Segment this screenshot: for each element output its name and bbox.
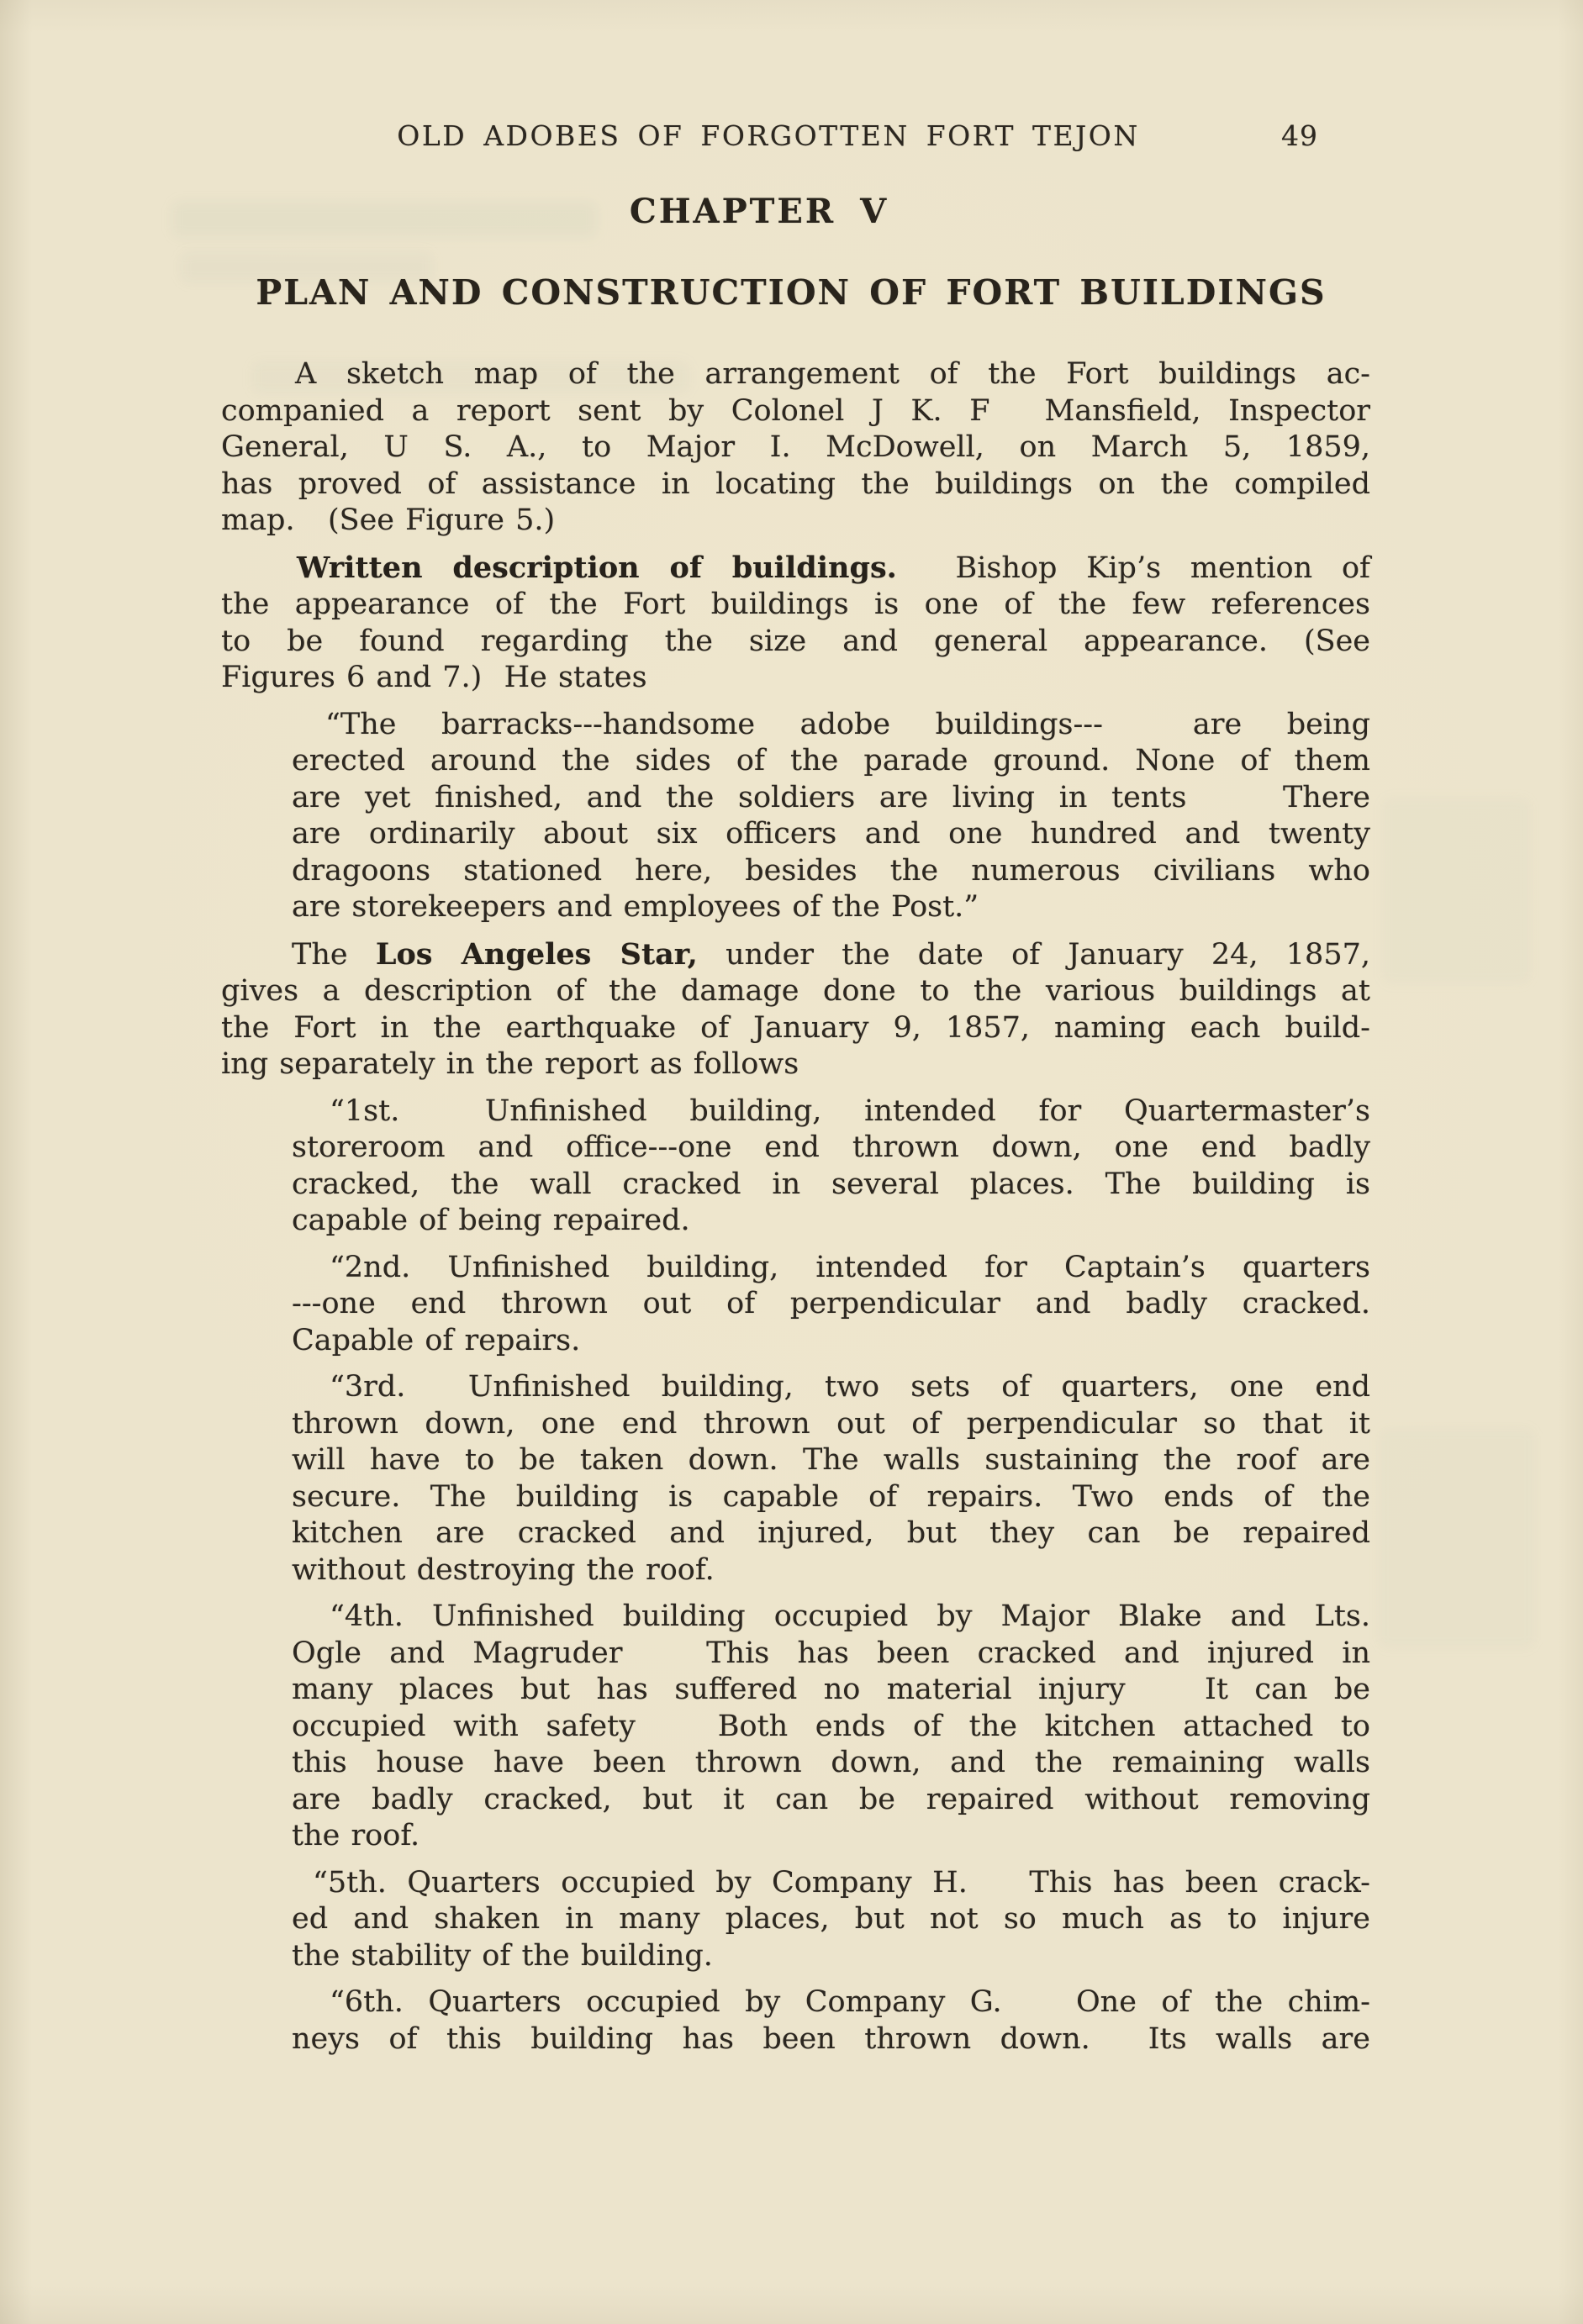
text-line: the appearance of the Fort buildings is one of the few references — [221, 588, 1370, 621]
text-line: will have to be taken down. The walls sustaining the roof are — [292, 1443, 1370, 1477]
text-line: are ordinarily about six officers and one hundred and twenty — [292, 817, 1370, 851]
text-line: “2nd. Unfinished building, intended for Captain’s quarters — [330, 1250, 1370, 1284]
text-line: are badly cracked, but it can be repaired without removing — [292, 1782, 1370, 1816]
text-line: Figures 6 and 7.) He states — [221, 661, 647, 694]
text-line: “4th. Unfinished building occupied by Major Blake and Lts. — [330, 1599, 1370, 1633]
text-line: secure. The building is capable of repairs. Two ends of the — [292, 1479, 1370, 1514]
text-line: the Fort in the earthquake of January 9, 1857, naming each build- — [221, 1010, 1370, 1045]
text-line: many places but has suffered no material injury It can be — [292, 1673, 1370, 1706]
quote-item-4th — [292, 1599, 1370, 1855]
text-line: “1st. Unfinished building, intended for Quartermaster’s — [330, 1093, 1370, 1128]
paragraph-sketch-map — [221, 356, 1370, 540]
text-line: ing separately in the report as follows — [221, 1047, 799, 1081]
text-line: to be found regarding the size and general appearance. (See — [221, 624, 1370, 658]
text-line: are storekeepers and employees of the Post.” — [292, 890, 979, 924]
running-header-title: OLD ADOBES OF FORGOTTEN FORT TEJON — [397, 119, 1140, 152]
text-line: the stability of the building. — [292, 1938, 713, 1973]
page-number: 49 — [1281, 119, 1318, 152]
text-line: capable of being repaired. — [292, 1204, 690, 1237]
text-line: General, U S. A., to Major I. McDowell, on March 5, 1859, — [221, 430, 1370, 464]
quote-bishop-kip — [292, 707, 1370, 926]
text-line: kitchen are cracked and injured, but they can be repaired — [292, 1516, 1370, 1550]
quote-item-6th — [292, 1984, 1370, 2058]
text-line: Ogle and Magruder This has been cracked and injured in — [292, 1636, 1370, 1670]
text-line: occupied with safety Both ends of the kitchen attached to — [292, 1709, 1370, 1743]
text-line: map. (See Figure 5.) — [221, 503, 556, 537]
text-line: “5th. Quarters occupied by Company H. This has been crack- — [313, 1865, 1370, 1900]
text-line: storeroom and office---one end thrown down, one end badly — [292, 1130, 1370, 1164]
text-line: A sketch map of the arrangement of the Fort buildings ac- — [295, 357, 1370, 391]
text-line: without destroying the roof. — [292, 1552, 715, 1587]
quote-item-3rd — [292, 1369, 1370, 1589]
text-line: “3rd. Unfinished building, two sets of quarters, one end — [330, 1370, 1370, 1404]
text-line: Capable of repairs. — [292, 1323, 581, 1357]
text-line: “The barracks---handsome adobe buildings--- are being — [325, 707, 1370, 741]
show-through-smudge — [1383, 798, 1530, 983]
text-line: this house have been thrown down, and the remaining walls — [292, 1746, 1370, 1779]
text-line: “6th. Quarters occupied by Company G. One of the chim- — [330, 1985, 1370, 2019]
quote-item-1st — [292, 1093, 1370, 1240]
text-line: thrown down, one end thrown out of perpendicular so that it — [292, 1406, 1370, 1441]
show-through-smudge — [1379, 1429, 1534, 1647]
text-line: gives a description of the damage done to the various buildings at — [221, 974, 1370, 1008]
text-line: companied a report sent by Colonel J K. F Mansfield, Inspector — [221, 393, 1370, 428]
section-title: PLAN AND CONSTRUCTION OF FORT BUILDINGS — [256, 272, 1327, 313]
text-line: are yet finished, and the soldiers are living in tents There — [292, 780, 1370, 814]
text-line: ---one end thrown out of perpendicular and badly cracked. — [292, 1287, 1370, 1320]
paragraph-written-description — [221, 550, 1370, 697]
text-line: the roof. — [292, 1819, 420, 1852]
chapter-heading: CHAPTER V — [629, 192, 889, 231]
quote-item-5th — [292, 1865, 1370, 1975]
text-line: cracked, the wall cracked in several places. The building is — [292, 1167, 1370, 1201]
text-line: erected around the sides of the parade ground. None of them — [292, 744, 1370, 777]
quote-item-2nd — [292, 1250, 1370, 1360]
text-line: ed and shaken in many places, but not so much as to injure — [292, 1902, 1370, 1936]
paragraph-los-angeles-star — [221, 936, 1370, 1083]
show-through-smudge — [172, 202, 597, 237]
text-line: Written description of buildings. Bishop Kip’s mention of — [297, 550, 1370, 585]
text-column — [221, 356, 1370, 2068]
text-line: The Los Angeles Star, under the date of January 24, 1857, — [292, 936, 1370, 972]
text-line: has proved of assistance in locating the buildings on the compiled — [221, 466, 1370, 501]
text-line: dragoons stationed here, besides the numerous civilians who — [292, 853, 1370, 888]
text-line: neys of this building has been thrown down. Its walls are — [292, 2021, 1370, 2056]
